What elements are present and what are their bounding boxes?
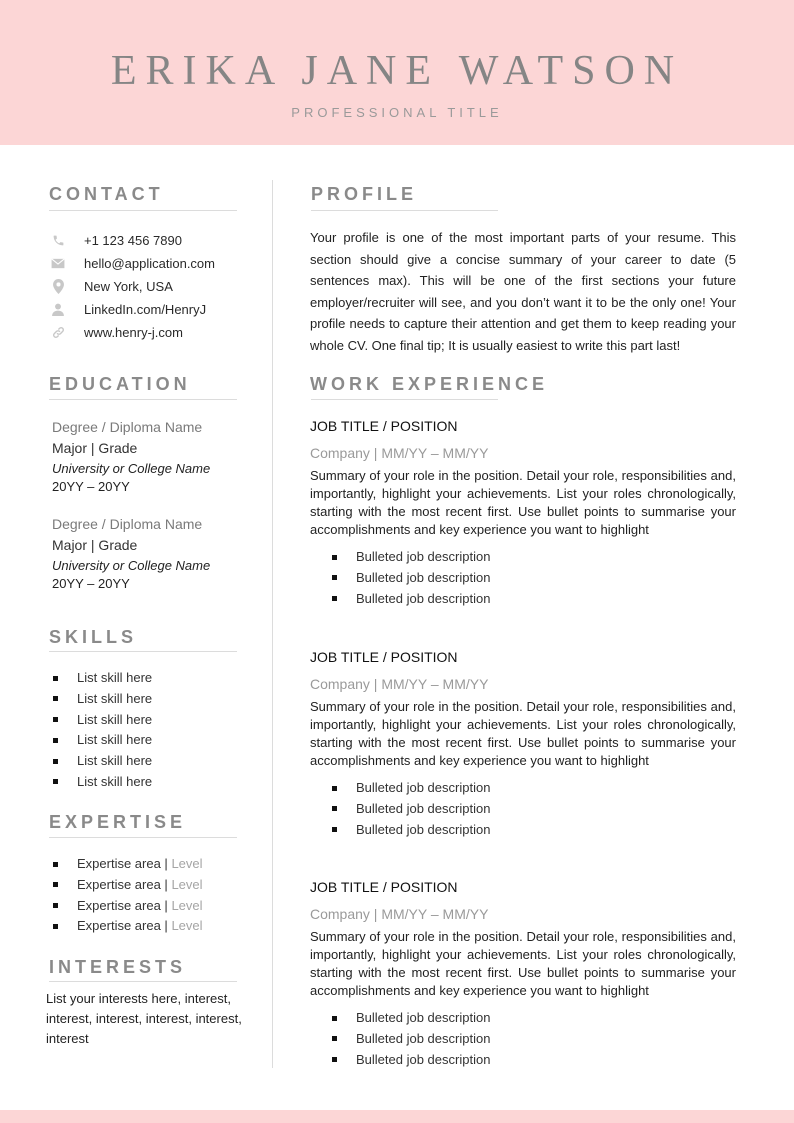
list-item: Bulleted job description	[332, 1008, 736, 1029]
major-grade: Major | Grade	[52, 440, 138, 456]
skills-list	[53, 668, 152, 793]
interests-heading: INTERESTS	[49, 957, 187, 977]
major-grade: Major | Grade	[52, 537, 138, 553]
list-item: Bulleted job description	[332, 799, 736, 820]
job-summary: Summary of your role in the position. Detail your role, responsibilities and, importantly, highlight your achievements. List your roles chronologically, starting with the most recent first. Use bullet points to summarise your accomplishments and key experience you want to highlight	[310, 699, 736, 768]
expertise-heading: EXPERTISE	[49, 812, 187, 832]
company-dates: Company | MM/YY – MM/YY	[310, 445, 489, 461]
job-title: JOB TITLE / POSITION	[310, 418, 458, 434]
degree-name: Degree / Diploma Name	[52, 419, 203, 435]
list-item: Bulleted job description	[332, 1050, 736, 1071]
list-item: Bulleted job description	[332, 1029, 736, 1050]
education-heading: EDUCATION	[49, 374, 191, 394]
list-item: List skill here	[53, 751, 152, 772]
university-name: University or College Name	[52, 558, 211, 573]
link-icon	[50, 324, 66, 340]
job-summary: Summary of your role in the position. Detail your role, responsibilities and, importantly, highlight your achievements. List your roles chronologically, starting with the most recent first. Use bullet points to summarise your accomplishments and key experience you want to highlight	[310, 468, 736, 537]
list-item	[53, 896, 203, 917]
job-bullets	[310, 778, 736, 840]
list-item: List skill here	[53, 710, 152, 731]
skills-heading: SKILLS	[49, 627, 138, 647]
education-rule	[49, 399, 237, 400]
list-item: List skill here	[53, 668, 152, 689]
expertise-level: Level	[171, 918, 203, 934]
expertise-level: Level	[171, 876, 203, 892]
interests-rule	[49, 981, 237, 982]
contact-linkedin	[50, 299, 206, 319]
contact-location-text: New York, USA	[84, 278, 173, 294]
contact-email	[50, 253, 215, 273]
job-bullets	[310, 547, 736, 609]
expertise-level: Level	[171, 856, 203, 871]
work-experience-rule	[311, 399, 498, 400]
degree-name: Degree / Diploma Name	[52, 516, 203, 532]
contact-phone	[50, 230, 182, 250]
job-entry	[310, 417, 736, 609]
company-dates: Company | MM/YY – MM/YY	[310, 676, 489, 692]
contact-linkedin-text: LinkedIn.com/HenryJ	[84, 301, 207, 317]
envelope-icon	[50, 255, 66, 271]
list-item: Bulleted job description	[332, 568, 736, 589]
professional-title: PROFESSIONAL TITLE	[291, 105, 503, 120]
job-title: JOB TITLE / POSITION	[310, 879, 458, 895]
footer-band	[0, 1110, 794, 1123]
job-title: JOB TITLE / POSITION	[310, 649, 458, 665]
expertise-area: Expertise area |	[77, 876, 168, 892]
expertise-area: Expertise area |	[77, 856, 168, 871]
contact-location	[50, 276, 173, 296]
user-icon	[50, 301, 66, 317]
expertise-list	[53, 854, 203, 937]
list-item: List skill here	[53, 689, 152, 710]
location-pin-icon	[50, 278, 66, 294]
profile-text: Your profile is one of the most important parts of your resume. This section should give a concise summary of your career to date (5 sentences max). This will be one of the first sections your future employer/recruiter will see, and you don’t want it to be the only one! Your profile needs to capture their attention and get them to keep reading your whole CV. One final tip; It is usually easiest to write this part last!	[310, 230, 736, 353]
profile-rule	[311, 210, 498, 211]
education-years: 20YY – 20YY	[52, 479, 130, 494]
education-entry	[52, 514, 252, 593]
profile-heading: PROFILE	[311, 184, 418, 204]
contact-heading: CONTACT	[49, 184, 164, 204]
contact-website	[50, 322, 183, 342]
job-summary: Summary of your role in the position. Detail your role, responsibilities and, importantly, highlight your achievements. List your roles chronologically, starting with the most recent first. Use bullet points to summarise your accomplishments and key experience you want to highlight	[310, 929, 736, 998]
column-divider	[272, 180, 273, 1068]
expertise-area: Expertise area |	[77, 897, 168, 913]
list-item: List skill here	[53, 772, 152, 793]
list-item	[53, 854, 203, 875]
interests-text: List your interests here, interest, interest, interest, interest, interest, interest	[46, 991, 242, 1046]
contact-email-text: hello@application.com	[84, 255, 215, 271]
list-item: List skill here	[53, 730, 152, 751]
job-entry	[310, 878, 736, 1070]
list-item: Bulleted job description	[332, 589, 736, 610]
list-item: Bulleted job description	[332, 820, 736, 841]
job-bullets	[310, 1008, 736, 1070]
expertise-rule	[49, 837, 237, 838]
contact-phone-text: +1 123 456 7890	[84, 232, 182, 248]
education-entry	[52, 417, 252, 496]
university-name: University or College Name	[52, 461, 211, 476]
list-item: Bulleted job description	[332, 778, 736, 799]
phone-icon	[50, 232, 66, 248]
work-experience-heading: WORK EXPERIENCE	[310, 374, 549, 394]
job-entry	[310, 648, 736, 840]
expertise-area: Expertise area |	[77, 918, 168, 934]
list-item	[53, 875, 203, 896]
list-item: Bulleted job description	[332, 547, 736, 568]
education-years: 20YY – 20YY	[52, 576, 130, 591]
candidate-name: ERIKA JANE WATSON	[110, 48, 684, 94]
company-dates: Company | MM/YY – MM/YY	[310, 906, 489, 922]
contact-website-text: www.henry-j.com	[84, 324, 183, 340]
list-item	[53, 916, 203, 937]
contact-rule	[49, 210, 237, 211]
expertise-level: Level	[171, 897, 203, 913]
header-banner	[0, 0, 794, 145]
skills-rule	[49, 651, 237, 652]
